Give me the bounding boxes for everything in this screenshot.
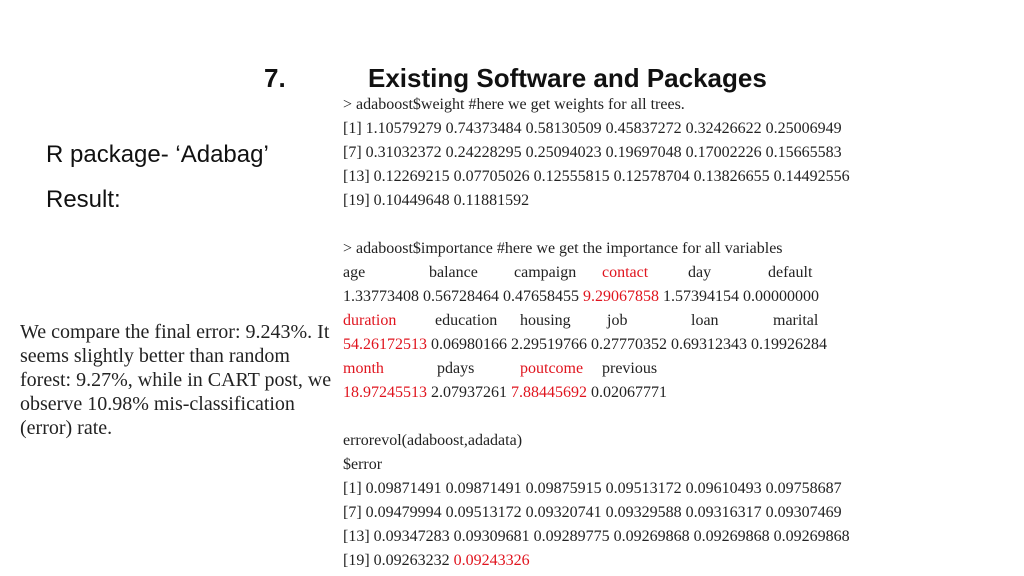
var-value: 1.57394154 0.00000000 (663, 288, 819, 305)
slide-title: Existing Software and Packages (368, 63, 767, 93)
error-values: [19] 0.09263232 (343, 552, 450, 569)
var-value-highlight: 54.26172513 (343, 336, 427, 353)
var-name-highlight: contact (602, 264, 649, 281)
importance-names-row (343, 262, 943, 284)
var-name: education (435, 312, 498, 329)
var-value-highlight: 18.97245513 (343, 384, 427, 401)
var-name: pdays (437, 360, 475, 377)
importance-names-row (343, 310, 943, 332)
var-value-highlight: 7.88445692 (511, 384, 587, 401)
weights-row: [13] 0.12269215 0.07705026 0.12555815 0.12578704 0.13826655 0.14492556 (343, 168, 850, 185)
weights-row: [7] 0.31032372 0.24228295 0.25094023 0.19697048 0.17002226 0.15665583 (343, 144, 842, 161)
error-row: [7] 0.09479994 0.09513172 0.09320741 0.09329588 0.09316317 0.09307469 (343, 504, 842, 521)
var-value: 0.06980166 2.29519766 0.27770352 0.69312343 0.19926284 (431, 336, 827, 353)
error-row: [13] 0.09347283 0.09309681 0.09289775 0.09269868 0.09269868 0.09269868 (343, 528, 850, 545)
package-label: R package- ‘Adabag’ (46, 141, 269, 168)
var-name: balance (429, 264, 478, 281)
importance-command: > adaboost$importance #here we get the importance for all variables (343, 240, 783, 257)
weights-command: > adaboost$weight #here we get weights for all trees. (343, 96, 685, 113)
var-name: loan (691, 312, 719, 329)
var-name: previous (602, 360, 658, 377)
var-name: marital (773, 312, 819, 329)
error-label: $error (343, 456, 383, 473)
error-row (343, 550, 530, 572)
var-name: age (343, 264, 366, 281)
var-value: 2.07937261 (431, 384, 507, 401)
var-name-highlight: poutcome (520, 360, 584, 377)
slide-number: 7. (264, 63, 286, 93)
error-row: [1] 0.09871491 0.09871491 0.09875915 0.09513172 0.09610493 0.09758687 (343, 480, 842, 497)
importance-values-row (343, 382, 667, 404)
importance-values-row (343, 334, 827, 356)
var-name: default (768, 264, 813, 281)
var-value-highlight: 9.29067858 (583, 288, 659, 305)
var-name-highlight: duration (343, 312, 397, 329)
result-label: Result: (46, 186, 121, 213)
var-value: 1.33773408 0.56728464 0.47658455 (343, 288, 579, 305)
final-error-value: 0.09243326 (453, 552, 530, 569)
comparison-note: We compare the final error: 9.243%. It seems slightly better than random forest: 9.27%, while in CART post, we observe 10.98% mis-classification (error) rate. (20, 321, 332, 439)
var-value: 0.02067771 (591, 384, 667, 401)
var-name-highlight: month (343, 360, 384, 377)
var-name: housing (520, 312, 571, 329)
var-name: job (607, 312, 628, 329)
var-name: day (688, 264, 712, 281)
var-name: campaign (514, 264, 577, 281)
weights-row: [1] 1.10579279 0.74373484 0.58130509 0.45837272 0.32426622 0.25006949 (343, 120, 842, 137)
importance-values-row (343, 286, 819, 308)
weights-row: [19] 0.10449648 0.11881592 (343, 192, 530, 209)
errorevol-command: errorevol(adaboost,adadata) (343, 432, 523, 449)
importance-names-row (343, 358, 943, 380)
